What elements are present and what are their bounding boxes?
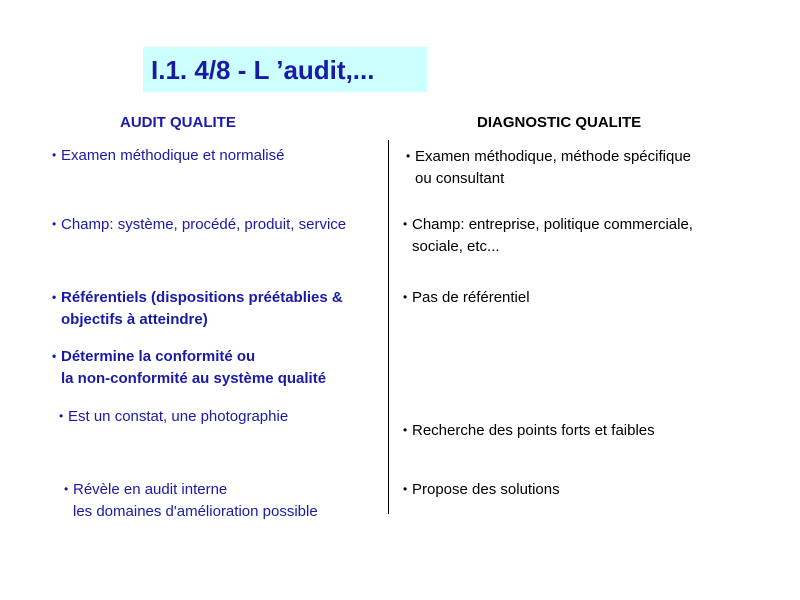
- left-item-text: Est un constat, une photographie: [68, 408, 289, 425]
- right-item-text-cont: ou consultant: [415, 170, 505, 187]
- left-item-text: Révèle en audit interne: [73, 481, 228, 498]
- bullet-icon: •: [64, 482, 69, 496]
- left-item-reveals: [64, 478, 318, 523]
- left-item-references: [52, 286, 343, 331]
- bullet-icon: •: [403, 423, 408, 437]
- column-divider: [388, 140, 389, 514]
- bullet-icon: •: [59, 409, 64, 423]
- bullet-icon: •: [52, 349, 57, 363]
- bullet-icon: •: [52, 290, 57, 304]
- right-item-text: Examen méthodique, méthode spécifique: [415, 148, 692, 165]
- left-item-text-cont: la non-conformité au système qualité: [61, 370, 327, 387]
- left-item-text-cont: les domaines d'amélioration possible: [73, 503, 318, 520]
- right-item-text-cont: sociale, etc...: [412, 238, 500, 255]
- left-item-text-cont: objectifs à atteindre): [61, 311, 208, 328]
- bullet-icon: •: [52, 148, 57, 162]
- bullet-icon: •: [406, 149, 411, 163]
- right-item-text: Champ: entreprise, politique commerciale,: [412, 216, 693, 233]
- right-item-no-reference: [403, 286, 530, 309]
- right-item-exam: [406, 145, 691, 190]
- right-item-text: Pas de référentiel: [412, 289, 530, 306]
- left-item-text: Examen méthodique et normalisé: [61, 147, 285, 164]
- left-item-snapshot: [59, 405, 288, 428]
- left-item-conformity: [52, 345, 326, 390]
- right-column-heading: DIAGNOSTIC QUALITE: [477, 114, 642, 131]
- right-item-search: [403, 419, 655, 442]
- right-item-text: Propose des solutions: [412, 481, 560, 498]
- right-item-solutions: [403, 478, 560, 501]
- left-item-text: Détermine la conformité ou: [61, 348, 256, 365]
- bullet-icon: •: [52, 217, 57, 231]
- left-item-text: Référentiels (dispositions préétablies &: [61, 289, 343, 306]
- right-item-scope: [403, 213, 693, 258]
- right-item-text: Recherche des points forts et faibles: [412, 422, 655, 439]
- bullet-icon: •: [403, 217, 408, 231]
- bullet-icon: •: [403, 290, 408, 304]
- left-column-heading: AUDIT QUALITE: [120, 114, 236, 131]
- left-item-exam: [52, 144, 284, 167]
- left-item-scope: [52, 213, 346, 236]
- title-box: [143, 47, 427, 92]
- left-item-text: Champ: système, procédé, produit, service: [61, 216, 347, 233]
- slide-title: I.1. 4/8 - L ’audit,...: [151, 55, 375, 85]
- bullet-icon: •: [403, 482, 408, 496]
